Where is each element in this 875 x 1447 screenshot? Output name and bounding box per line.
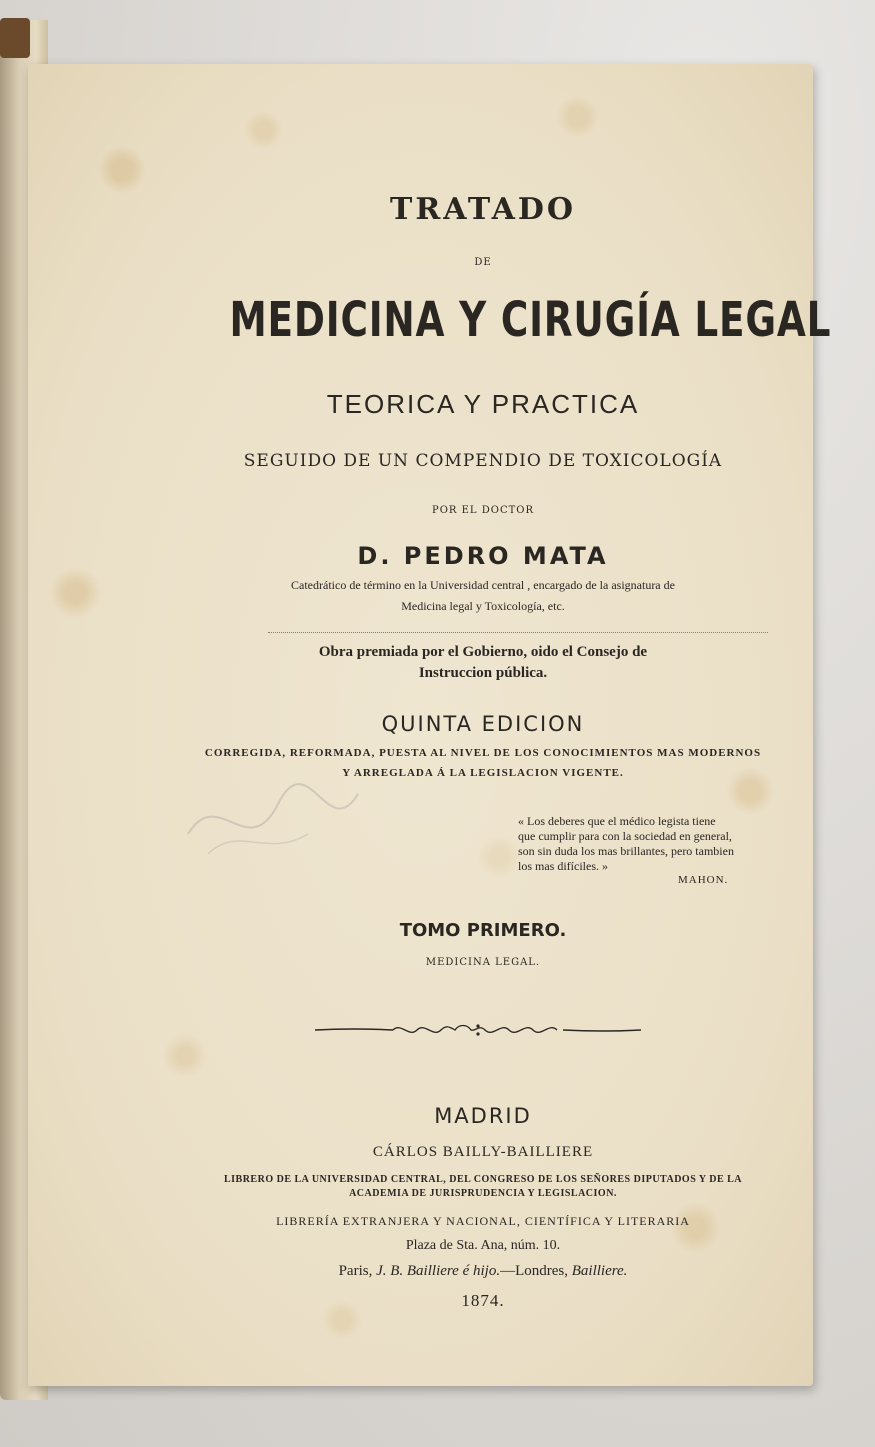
- epigraph: [518, 814, 798, 874]
- credentials-line-1: Catedrático de término en la Universidad central , encargado de la asignatura de: [291, 578, 675, 592]
- title-de: DE: [474, 257, 492, 268]
- award-line-1: Obra premiada por el Gobierno, oido el Consejo de: [318, 644, 648, 660]
- londres-name: Bailliere.: [571, 1263, 628, 1279]
- title-page: [28, 64, 832, 1386]
- epigraph-line-4: los mas difíciles. »: [518, 859, 608, 873]
- volume-subject: MEDICINA LEGAL.: [425, 957, 541, 968]
- paris-prefix: Paris,: [338, 1263, 377, 1279]
- seguido-line: SEGUIDO DE UN COMPENDIO DE TOXICOLOGÍA: [243, 451, 723, 471]
- faint-pencil-marking: [158, 764, 378, 874]
- publisher-desc-line-1: LIBRERO DE LA UNIVERSIDAD CENTRAL, DEL CONGRESO DE LOS SEÑORES DIPUTADOS Y DE LA: [223, 1174, 743, 1185]
- edition-note-line-1: CORREGIDA, REFORMADA, PUESTA AL NIVEL DE LOS CONOCIMIENTOS MAS MODERNOS: [204, 747, 762, 759]
- por-el-doctor: POR EL DOCTOR: [431, 505, 535, 516]
- epigraph-line-1: « Los deberes que el médico legista tiene: [518, 814, 716, 828]
- subtitle: TEORICA Y PRACTICA: [326, 389, 640, 419]
- volume-title: TOMO PRIMERO.: [399, 920, 567, 941]
- edition-note-line-2: Y ARREGLADA Á LA LEGISLACION VIGENTE.: [342, 767, 624, 779]
- publisher-desc-line-2: ACADEMIA DE JURISPRUDENCIA Y LEGISLACION.: [349, 1188, 617, 1199]
- epigraph-attribution: MAHON.: [678, 874, 729, 886]
- author-name: D. PEDRO MATA: [357, 542, 609, 570]
- edition-title: QUINTA EDICION: [381, 712, 585, 736]
- title-tratado: TRATADO: [390, 192, 576, 227]
- book-binding-corner: [0, 18, 30, 58]
- imprint-bookshop: LIBRERÍA EXTRANJERA Y NACIONAL, CIENTÍFICA Y LITERARIA: [276, 1214, 690, 1228]
- ornamental-divider-icon: [313, 1020, 643, 1040]
- epigraph-line-2: que cumplir para con la sociedad en general,: [518, 829, 732, 843]
- imprint-year: 1874.: [461, 1291, 505, 1310]
- imprint-address: Plaza de Sta. Ana, núm. 10.: [405, 1238, 561, 1253]
- imprint-branches: [158, 1263, 808, 1280]
- main-title: MEDICINA Y CIRUGÍA LEGAL: [229, 292, 832, 348]
- dotted-rule: [268, 632, 768, 633]
- paris-name: J. B. Bailliere é hijo.: [376, 1263, 501, 1279]
- epigraph-line-3: son sin duda los mas brillantes, pero tambien: [518, 844, 734, 858]
- credentials-line-2: Medicina legal y Toxicología, etc.: [401, 599, 565, 613]
- award-line-2: Instruccion pública.: [418, 665, 548, 681]
- imprint-city: MADRID: [434, 1104, 532, 1128]
- londres-prefix: —Londres,: [500, 1263, 572, 1279]
- imprint-publisher: CÁRLOS BAILLY-BAILLIERE: [372, 1144, 594, 1160]
